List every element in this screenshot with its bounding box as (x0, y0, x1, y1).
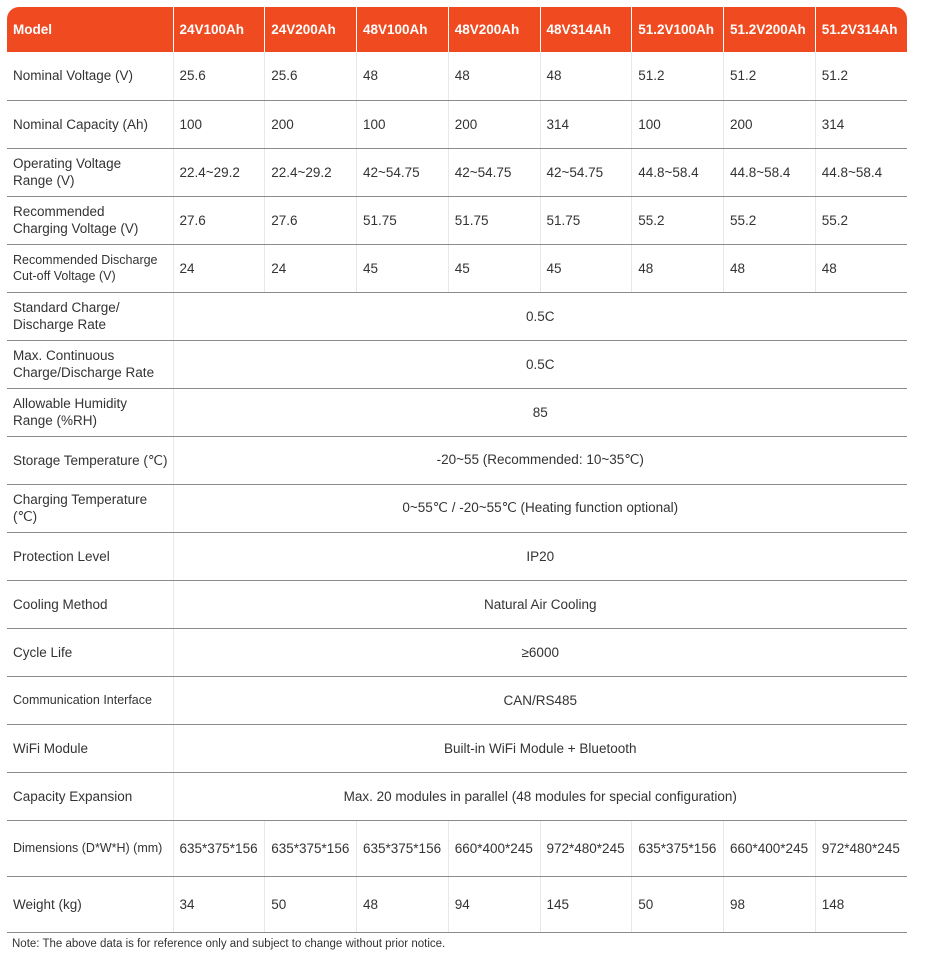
cell-value: 94 (448, 876, 540, 932)
row-storage-temp (7, 436, 907, 484)
cell-value: 42~54.75 (448, 148, 540, 196)
row-nominal-voltage (7, 52, 907, 100)
header-model: 51.2V200Ah (724, 7, 816, 52)
row-label: Nominal Voltage (V) (7, 52, 173, 100)
cell-value: 55.2 (724, 196, 816, 244)
cell-value: 314 (540, 100, 632, 148)
row-label-line: Standard Charge/ (13, 300, 120, 315)
header-model: 48V200Ah (448, 7, 540, 52)
row-label: Weight (kg) (7, 876, 173, 932)
cell-value: 55.2 (815, 196, 907, 244)
header-model: 24V200Ah (265, 7, 357, 52)
cell-value: 45 (448, 244, 540, 292)
row-label-line: Range (V) (13, 173, 75, 188)
cell-value-merged: 0.5C (173, 292, 907, 340)
cell-value: 148 (815, 876, 907, 932)
cell-value: 635*375*156 (265, 820, 357, 876)
cell-value: 45 (540, 244, 632, 292)
cell-value: 25.6 (265, 52, 357, 100)
cell-value-merged: 0.5C (173, 340, 907, 388)
cell-value: 42~54.75 (540, 148, 632, 196)
row-label-line: Range (%RH) (13, 413, 98, 428)
row-charge-rate (7, 292, 907, 340)
cell-value: 972*480*245 (540, 820, 632, 876)
cell-value-merged: IP20 (173, 532, 907, 580)
table-header (7, 7, 907, 52)
cell-value: 44.8~58.4 (632, 148, 724, 196)
cell-value: 100 (632, 100, 724, 148)
row-label-line: Charging Voltage (V) (13, 221, 139, 236)
cell-value: 48 (448, 52, 540, 100)
row-label: Storage Temperature (℃) (7, 436, 173, 484)
row-communication (7, 676, 907, 724)
row-label-line: Max. Continuous (13, 348, 115, 363)
cell-value-merged: CAN/RS485 (173, 676, 907, 724)
row-cooling (7, 580, 907, 628)
row-label-line: Charge/Discharge Rate (13, 365, 155, 380)
cell-value: 25.6 (173, 52, 265, 100)
row-operating-voltage (7, 148, 907, 196)
row-label-line: Allowable Humidity (13, 396, 128, 411)
cell-value-merged: 85 (173, 388, 907, 436)
cell-value: 42~54.75 (357, 148, 449, 196)
cell-value-merged: Max. 20 modules in parallel (48 modules for special configuration) (173, 772, 907, 820)
cell-value: 44.8~58.4 (724, 148, 816, 196)
header-row (7, 7, 907, 52)
cell-value-merged: ≥6000 (173, 628, 907, 676)
row-expansion (7, 772, 907, 820)
cell-value: 48 (724, 244, 816, 292)
row-label: Capacity Expansion (7, 772, 173, 820)
cell-value: 660*400*245 (448, 820, 540, 876)
row-label (7, 196, 173, 244)
header-model: 24V100Ah (173, 7, 265, 52)
row-nominal-capacity (7, 100, 907, 148)
row-label: Communication Interface (7, 676, 173, 724)
row-charging-temp (7, 484, 907, 532)
cell-value: 55.2 (632, 196, 724, 244)
header-model-label: Model (7, 7, 173, 52)
cell-value: 50 (265, 876, 357, 932)
table-body (7, 52, 907, 932)
row-cycle-life (7, 628, 907, 676)
row-label-line: Cut-off Voltage (V) (13, 269, 116, 283)
row-humidity (7, 388, 907, 436)
cell-value: 27.6 (173, 196, 265, 244)
row-label-line: Operating Voltage (13, 156, 122, 171)
cell-value: 34 (173, 876, 265, 932)
row-label (7, 244, 173, 292)
row-label (7, 388, 173, 436)
cell-value: 48 (357, 876, 449, 932)
row-label: WiFi Module (7, 724, 173, 772)
row-label-line: Discharge Rate (13, 317, 107, 332)
row-dimensions (7, 820, 907, 876)
row-label-line: Recommended (13, 204, 105, 219)
cell-value: 27.6 (265, 196, 357, 244)
cell-value: 51.75 (448, 196, 540, 244)
row-label (7, 340, 173, 388)
row-label: Cycle Life (7, 628, 173, 676)
cell-value: 200 (265, 100, 357, 148)
cell-value: 100 (173, 100, 265, 148)
header-model: 51.2V100Ah (632, 7, 724, 52)
header-model: 51.2V314Ah (815, 7, 907, 52)
cell-value: 635*375*156 (173, 820, 265, 876)
cell-value: 24 (173, 244, 265, 292)
row-protection (7, 532, 907, 580)
cell-value-merged: Built-in WiFi Module + Bluetooth (173, 724, 907, 772)
row-charging-voltage (7, 196, 907, 244)
row-label: Charging Temperature (℃) (7, 484, 173, 532)
cell-value: 51.2 (632, 52, 724, 100)
cell-value: 51.75 (540, 196, 632, 244)
cell-value: 44.8~58.4 (815, 148, 907, 196)
row-label (7, 292, 173, 340)
cell-value: 972*480*245 (815, 820, 907, 876)
footnote: Note: The above data is for reference only and subject to change without prior notice. (12, 938, 446, 950)
row-wifi (7, 724, 907, 772)
cell-value: 100 (357, 100, 449, 148)
cell-value: 51.2 (815, 52, 907, 100)
header-model: 48V314Ah (540, 7, 632, 52)
cell-value: 635*375*156 (357, 820, 449, 876)
row-label: Nominal Capacity (Ah) (7, 100, 173, 148)
cell-value: 22.4~29.2 (173, 148, 265, 196)
row-weight (7, 876, 907, 932)
cell-value-merged: Natural Air Cooling (173, 580, 907, 628)
cell-value: 145 (540, 876, 632, 932)
cell-value: 200 (724, 100, 816, 148)
row-label: Dimensions (D*W*H) (mm) (7, 820, 173, 876)
cell-value: 635*375*156 (632, 820, 724, 876)
cell-value: 22.4~29.2 (265, 148, 357, 196)
row-discharge-cutoff (7, 244, 907, 292)
cell-value-merged: -20~55 (Recommended: 10~35℃) (173, 436, 907, 484)
cell-value-merged: 0~55℃ / -20~55℃ (Heating function optional) (173, 484, 907, 532)
cell-value: 24 (265, 244, 357, 292)
spec-table (7, 7, 907, 933)
row-label: Protection Level (7, 532, 173, 580)
cell-value: 48 (815, 244, 907, 292)
row-max-rate (7, 340, 907, 388)
cell-value: 45 (357, 244, 449, 292)
cell-value: 314 (815, 100, 907, 148)
cell-value: 50 (632, 876, 724, 932)
cell-value: 660*400*245 (724, 820, 816, 876)
cell-value: 48 (540, 52, 632, 100)
cell-value: 51.75 (357, 196, 449, 244)
row-label (7, 148, 173, 196)
cell-value: 200 (448, 100, 540, 148)
cell-value: 48 (632, 244, 724, 292)
cell-value: 98 (724, 876, 816, 932)
row-label: Cooling Method (7, 580, 173, 628)
row-label-line: Recommended Discharge (13, 253, 158, 267)
header-model: 48V100Ah (357, 7, 449, 52)
cell-value: 51.2 (724, 52, 816, 100)
cell-value: 48 (357, 52, 449, 100)
